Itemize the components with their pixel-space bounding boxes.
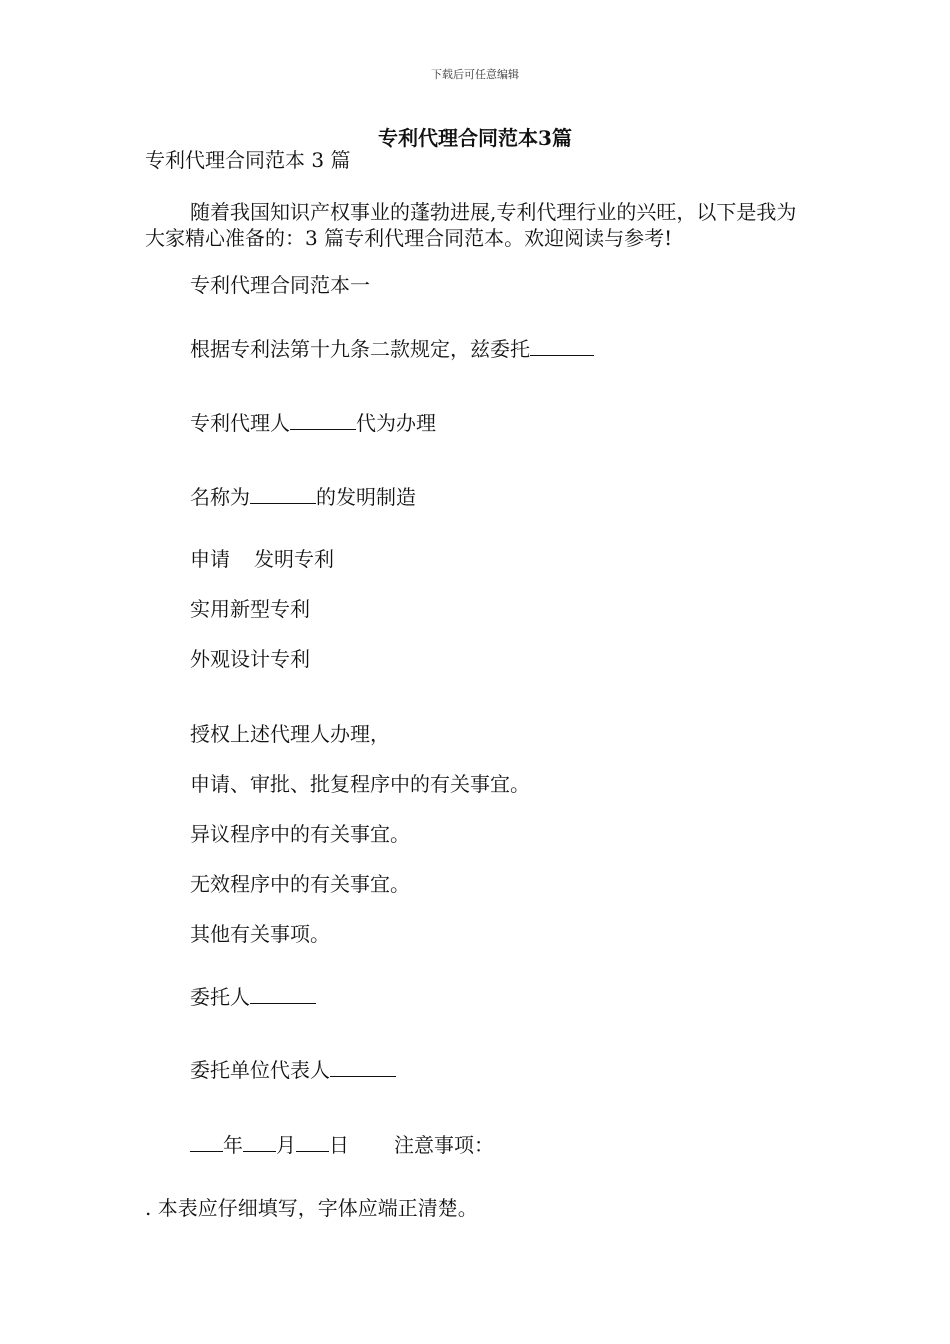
month-label: 月 <box>276 1133 296 1157</box>
principal-blank <box>250 985 316 1004</box>
principal-line <box>190 984 316 1010</box>
day-label: 日 <box>329 1133 349 1157</box>
apply-invention: 发明专利 <box>254 547 334 571</box>
item-2: 异议程序中的有关事宜。 <box>190 822 410 846</box>
year-blank <box>190 1133 223 1152</box>
principal-rep-text: 委托单位代表人 <box>190 1058 330 1082</box>
year-label: 年 <box>223 1133 243 1157</box>
name-text-b: 的发明制造 <box>316 485 416 509</box>
design-patent-line: 外观设计专利 <box>190 647 310 671</box>
section-heading: 专利代理合同范本一 <box>190 273 370 297</box>
page-header-note: 下载后可任意编辑 <box>431 68 519 81</box>
authorize-line: 授权上述代理人办理， <box>190 722 390 746</box>
item-3: 无效程序中的有关事宜。 <box>190 872 410 896</box>
document-title: 专利代理合同范本3篇 <box>378 126 572 150</box>
day-blank <box>296 1133 329 1152</box>
principal-rep-blank <box>330 1058 396 1077</box>
month-blank <box>243 1133 276 1152</box>
entrust-blank <box>530 337 594 356</box>
agent-text-a: 专利代理人 <box>190 411 290 435</box>
item-4: 其他有关事项。 <box>190 922 330 946</box>
principal-rep-line <box>190 1057 396 1083</box>
document-subtitle: 专利代理合同范本 3 篇 <box>145 148 351 172</box>
apply-line <box>190 546 334 572</box>
agent-blank <box>290 411 356 430</box>
notes-heading: 注意事项： <box>394 1133 494 1157</box>
intro-paragraph: 随着我国知识产权事业的蓬勃进展,专利代理行业的兴旺，以下是我为大家精心准备的：3 篇专利代理合同范本。欢迎阅读与参考! <box>145 200 797 250</box>
agent-text-b: 代为办理 <box>356 411 436 435</box>
apply-label: 申请 <box>190 547 230 571</box>
utility-model-line: 实用新型专利 <box>190 597 310 621</box>
entrust-line <box>190 336 594 362</box>
name-line <box>190 484 416 510</box>
date-line <box>190 1132 494 1158</box>
name-blank <box>250 485 316 504</box>
name-text-a: 名称为 <box>190 485 250 509</box>
principal-text: 委托人 <box>190 985 250 1009</box>
entrust-text: 根据专利法第十九条二款规定，兹委托 <box>190 337 530 361</box>
agent-line <box>190 410 436 436</box>
note-1: . 本表应仔细填写，字体应端正清楚。 <box>145 1196 478 1220</box>
item-1: 申请、审批、批复程序中的有关事宜。 <box>190 772 530 796</box>
